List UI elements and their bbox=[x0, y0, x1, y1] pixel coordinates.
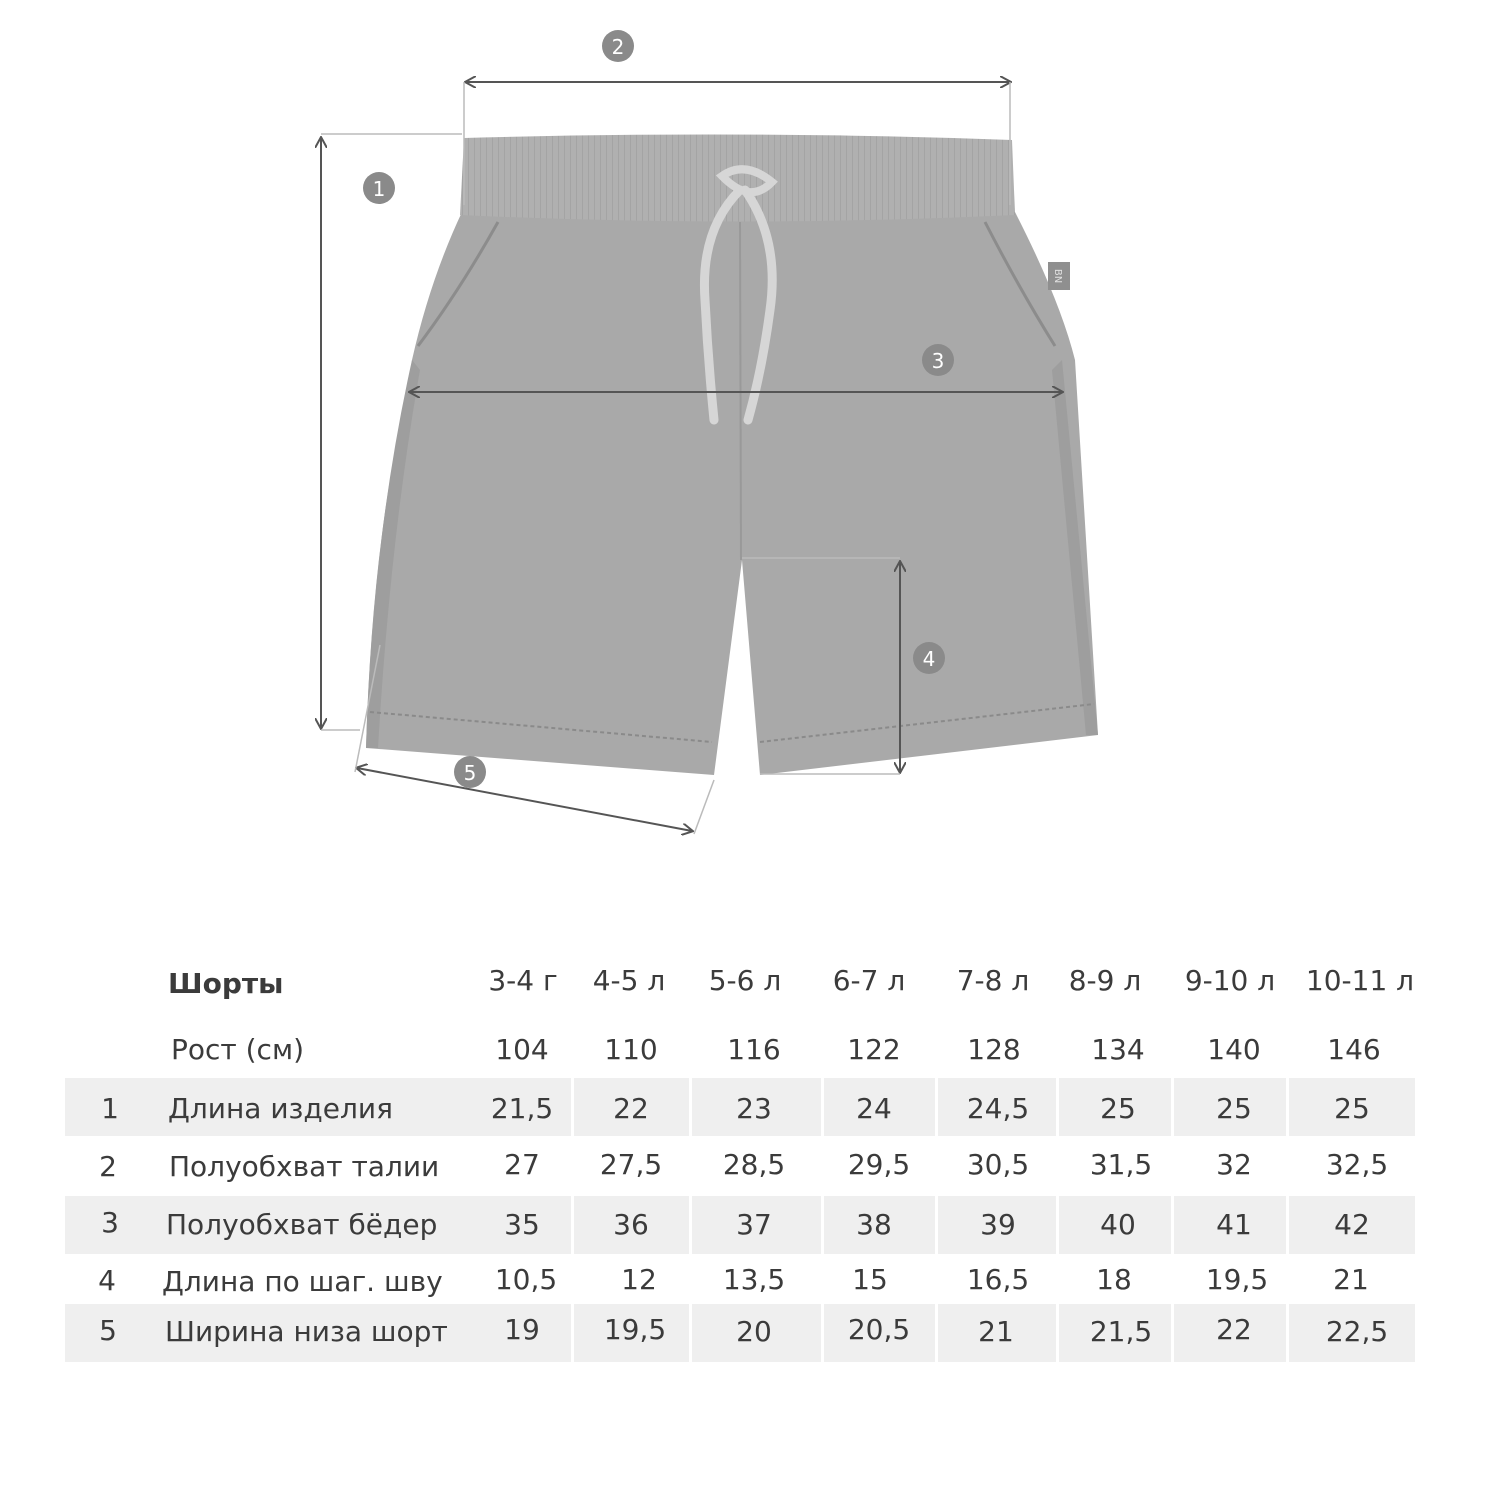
table-cell: 13,5 bbox=[722, 1263, 786, 1296]
size-header: 3-4 г bbox=[488, 964, 558, 997]
badge-1 bbox=[363, 172, 395, 204]
height-value: 110 bbox=[604, 1033, 658, 1066]
table-cell: 21,5 bbox=[490, 1092, 554, 1125]
table-cell: 19,5 bbox=[1205, 1263, 1269, 1296]
height-label: Рост (см) bbox=[171, 1033, 304, 1066]
table-cell: 30,5 bbox=[966, 1148, 1030, 1181]
brand-logo-text: BN bbox=[1052, 268, 1063, 284]
shorts-body bbox=[366, 212, 1098, 775]
waistband bbox=[460, 134, 1015, 221]
height-value: 116 bbox=[727, 1033, 781, 1066]
row-label: Полуобхват талии bbox=[169, 1150, 440, 1183]
table-cell: 31,5 bbox=[1089, 1148, 1153, 1181]
table-cell: 25 bbox=[1100, 1092, 1136, 1125]
size-header: 8-9 л bbox=[1068, 964, 1142, 997]
measure-line-5 bbox=[357, 768, 692, 831]
row-label: Длина изделия bbox=[168, 1092, 393, 1125]
table-cell: 27 bbox=[504, 1148, 540, 1181]
svg-text:4: 4 bbox=[922, 647, 936, 671]
table-cell: 24 bbox=[856, 1092, 892, 1125]
row-number: 3 bbox=[101, 1206, 119, 1239]
svg-text:3: 3 bbox=[931, 349, 945, 373]
table-cell: 41 bbox=[1216, 1208, 1252, 1241]
row-label: Ширина низа шорт bbox=[165, 1315, 448, 1348]
table-cell: 21 bbox=[1333, 1263, 1369, 1296]
size-header: 6-7 л bbox=[832, 964, 906, 997]
size-header: 9-10 л bbox=[1184, 964, 1276, 997]
row-number: 4 bbox=[98, 1264, 116, 1297]
row-number: 2 bbox=[99, 1150, 117, 1183]
table-cell: 24,5 bbox=[966, 1092, 1030, 1125]
height-value: 134 bbox=[1091, 1033, 1145, 1066]
table-cell: 37 bbox=[736, 1208, 772, 1241]
table-cell: 19 bbox=[504, 1313, 540, 1346]
row-number: 5 bbox=[99, 1314, 117, 1347]
table-cell: 40 bbox=[1100, 1208, 1136, 1241]
shorts-illustration bbox=[366, 134, 1098, 775]
table-cell: 27,5 bbox=[599, 1148, 663, 1181]
brand-tag bbox=[1048, 262, 1070, 290]
table-cell: 22 bbox=[1216, 1313, 1252, 1346]
table-cell: 36 bbox=[613, 1208, 649, 1241]
table-cell: 12 bbox=[621, 1263, 657, 1296]
table-cell: 22 bbox=[613, 1092, 649, 1125]
badge-4 bbox=[913, 642, 945, 674]
table-cell: 16,5 bbox=[966, 1263, 1030, 1296]
table-cell: 25 bbox=[1334, 1092, 1370, 1125]
table-cell: 39 bbox=[980, 1208, 1016, 1241]
table-cell: 32 bbox=[1216, 1148, 1252, 1181]
height-value: 122 bbox=[847, 1033, 901, 1066]
table-cell: 29,5 bbox=[847, 1148, 911, 1181]
height-value: 104 bbox=[495, 1033, 549, 1066]
table-cell: 20 bbox=[736, 1315, 772, 1348]
svg-text:2: 2 bbox=[611, 35, 625, 59]
table-title: Шорты bbox=[168, 967, 284, 1000]
size-header: 5-6 л bbox=[708, 964, 782, 997]
row-label: Длина по шаг. шву bbox=[162, 1265, 443, 1298]
size-header: 4-5 л bbox=[592, 964, 666, 997]
badge-2 bbox=[602, 30, 634, 62]
table-cell: 15 bbox=[852, 1263, 888, 1296]
table-cell: 18 bbox=[1096, 1263, 1132, 1296]
svg-text:1: 1 bbox=[372, 177, 386, 201]
table-cell: 21 bbox=[978, 1315, 1014, 1348]
size-header: 10-11 л bbox=[1305, 964, 1415, 997]
table-cell: 21,5 bbox=[1089, 1315, 1153, 1348]
table-cell: 20,5 bbox=[847, 1313, 911, 1346]
table-cell: 10,5 bbox=[494, 1263, 558, 1296]
table-cell: 32,5 bbox=[1325, 1148, 1389, 1181]
table-cell: 28,5 bbox=[722, 1148, 786, 1181]
size-header: 7-8 л bbox=[956, 964, 1030, 997]
table-cell: 22,5 bbox=[1325, 1315, 1389, 1348]
table-cell: 25 bbox=[1216, 1092, 1252, 1125]
badge-3 bbox=[922, 344, 954, 376]
table-cell: 19,5 bbox=[603, 1313, 667, 1346]
table-cell: 23 bbox=[736, 1092, 772, 1125]
height-value: 140 bbox=[1207, 1033, 1261, 1066]
height-value: 128 bbox=[967, 1033, 1021, 1066]
table-cell: 35 bbox=[504, 1208, 540, 1241]
badge-5 bbox=[454, 756, 486, 788]
table-cell: 42 bbox=[1334, 1208, 1370, 1241]
table-cell: 38 bbox=[856, 1208, 892, 1241]
svg-text:5: 5 bbox=[463, 761, 477, 785]
row-number: 1 bbox=[101, 1092, 119, 1125]
height-value: 146 bbox=[1327, 1033, 1381, 1066]
row-label: Полуобхват бёдер bbox=[166, 1208, 438, 1241]
